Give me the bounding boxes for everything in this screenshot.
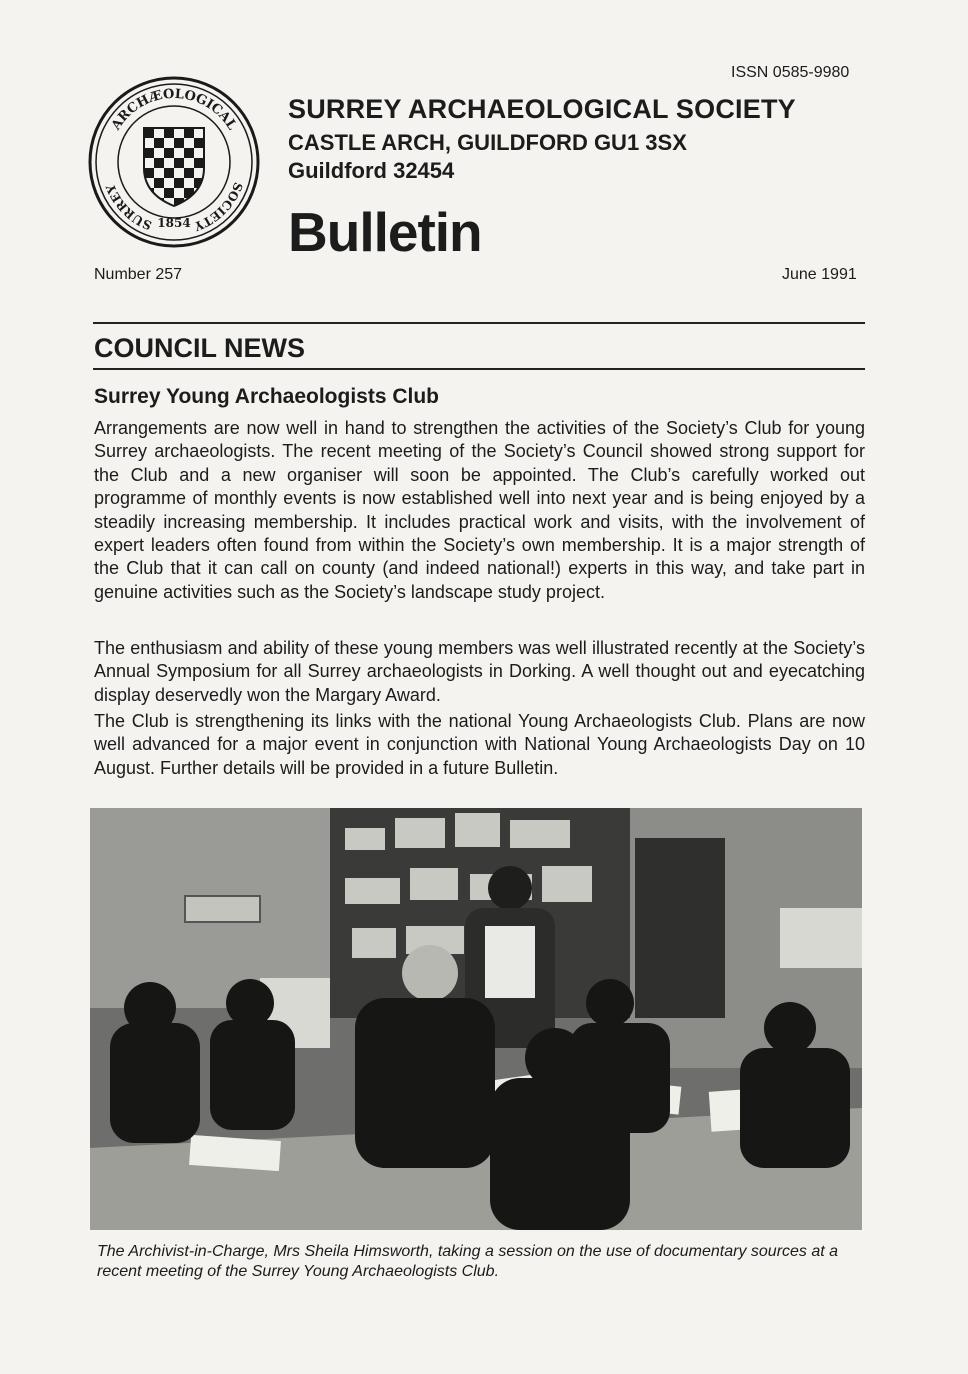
section-divider (93, 368, 865, 370)
article-paragraph-2: The enthusiasm and ability of these young members was well illustrated recently at the Society’s Annual Symposium for all Surrey archaeologists in Dorking. A well thought out and eyecatching display deservedly won the Margary Award. (94, 638, 865, 705)
society-name: SURREY ARCHAEOLOGICAL SOCIETY (288, 94, 796, 124)
issn-number: ISSN 0585-9980 (731, 64, 850, 81)
seal-text-top: ARCHÆOLOGICAL (108, 86, 240, 133)
seal-text-left: SURREY (103, 182, 154, 233)
society-phone: Guildford 32454 (288, 158, 455, 183)
top-divider (93, 322, 865, 324)
photo-caption: The Archivist-in-Charge, Mrs Sheila Himsworth, taking a session on the use of documentary sources at a recent meeting of the Surrey Young Archaeologists Club. (97, 1243, 839, 1280)
publication-title: Bulletin (288, 201, 482, 263)
seal-text-right: SOCIETY (192, 180, 246, 234)
article-title: Surrey Young Archaeologists Club (94, 385, 440, 408)
article-paragraph-3: The Club is strengthening its links with the national Young Archaeologists Club. Plans are now well advanced for a major event in conjunction with National Young Archaeologists Day on 10 August. Further details will be provided in a future Bulletin. (94, 711, 865, 778)
seal-year: 1854 (157, 216, 191, 230)
section-title: COUNCIL NEWS (94, 333, 306, 363)
issue-number: Number 257 (94, 266, 183, 283)
society-address: CASTLE ARCH, GUILDFORD GU1 3SX (288, 130, 687, 155)
issue-date: June 1991 (782, 266, 857, 283)
archive-session-photo (90, 808, 862, 1230)
article-paragraph-1: Arrangements are now well in hand to strengthen the activities of the Society’s Club for young Surrey archaeologists. The recent meeting of the Society’s Council showed strong support for the Club and a new organiser will soon be appointed. The Club’s carefully worked out programme of monthly events is now established well into next year and is being enjoyed by a steadily increasing membership. It includes practical work and visits, with the involvement of expert leaders often found from within the Society’s own membership. It is a major strength of the Club that it can call on county (and indeed national!) experts in this way, and take part in genuine activities such as the Society’s landscape study project. (94, 418, 865, 602)
society-seal-logo (88, 76, 260, 248)
